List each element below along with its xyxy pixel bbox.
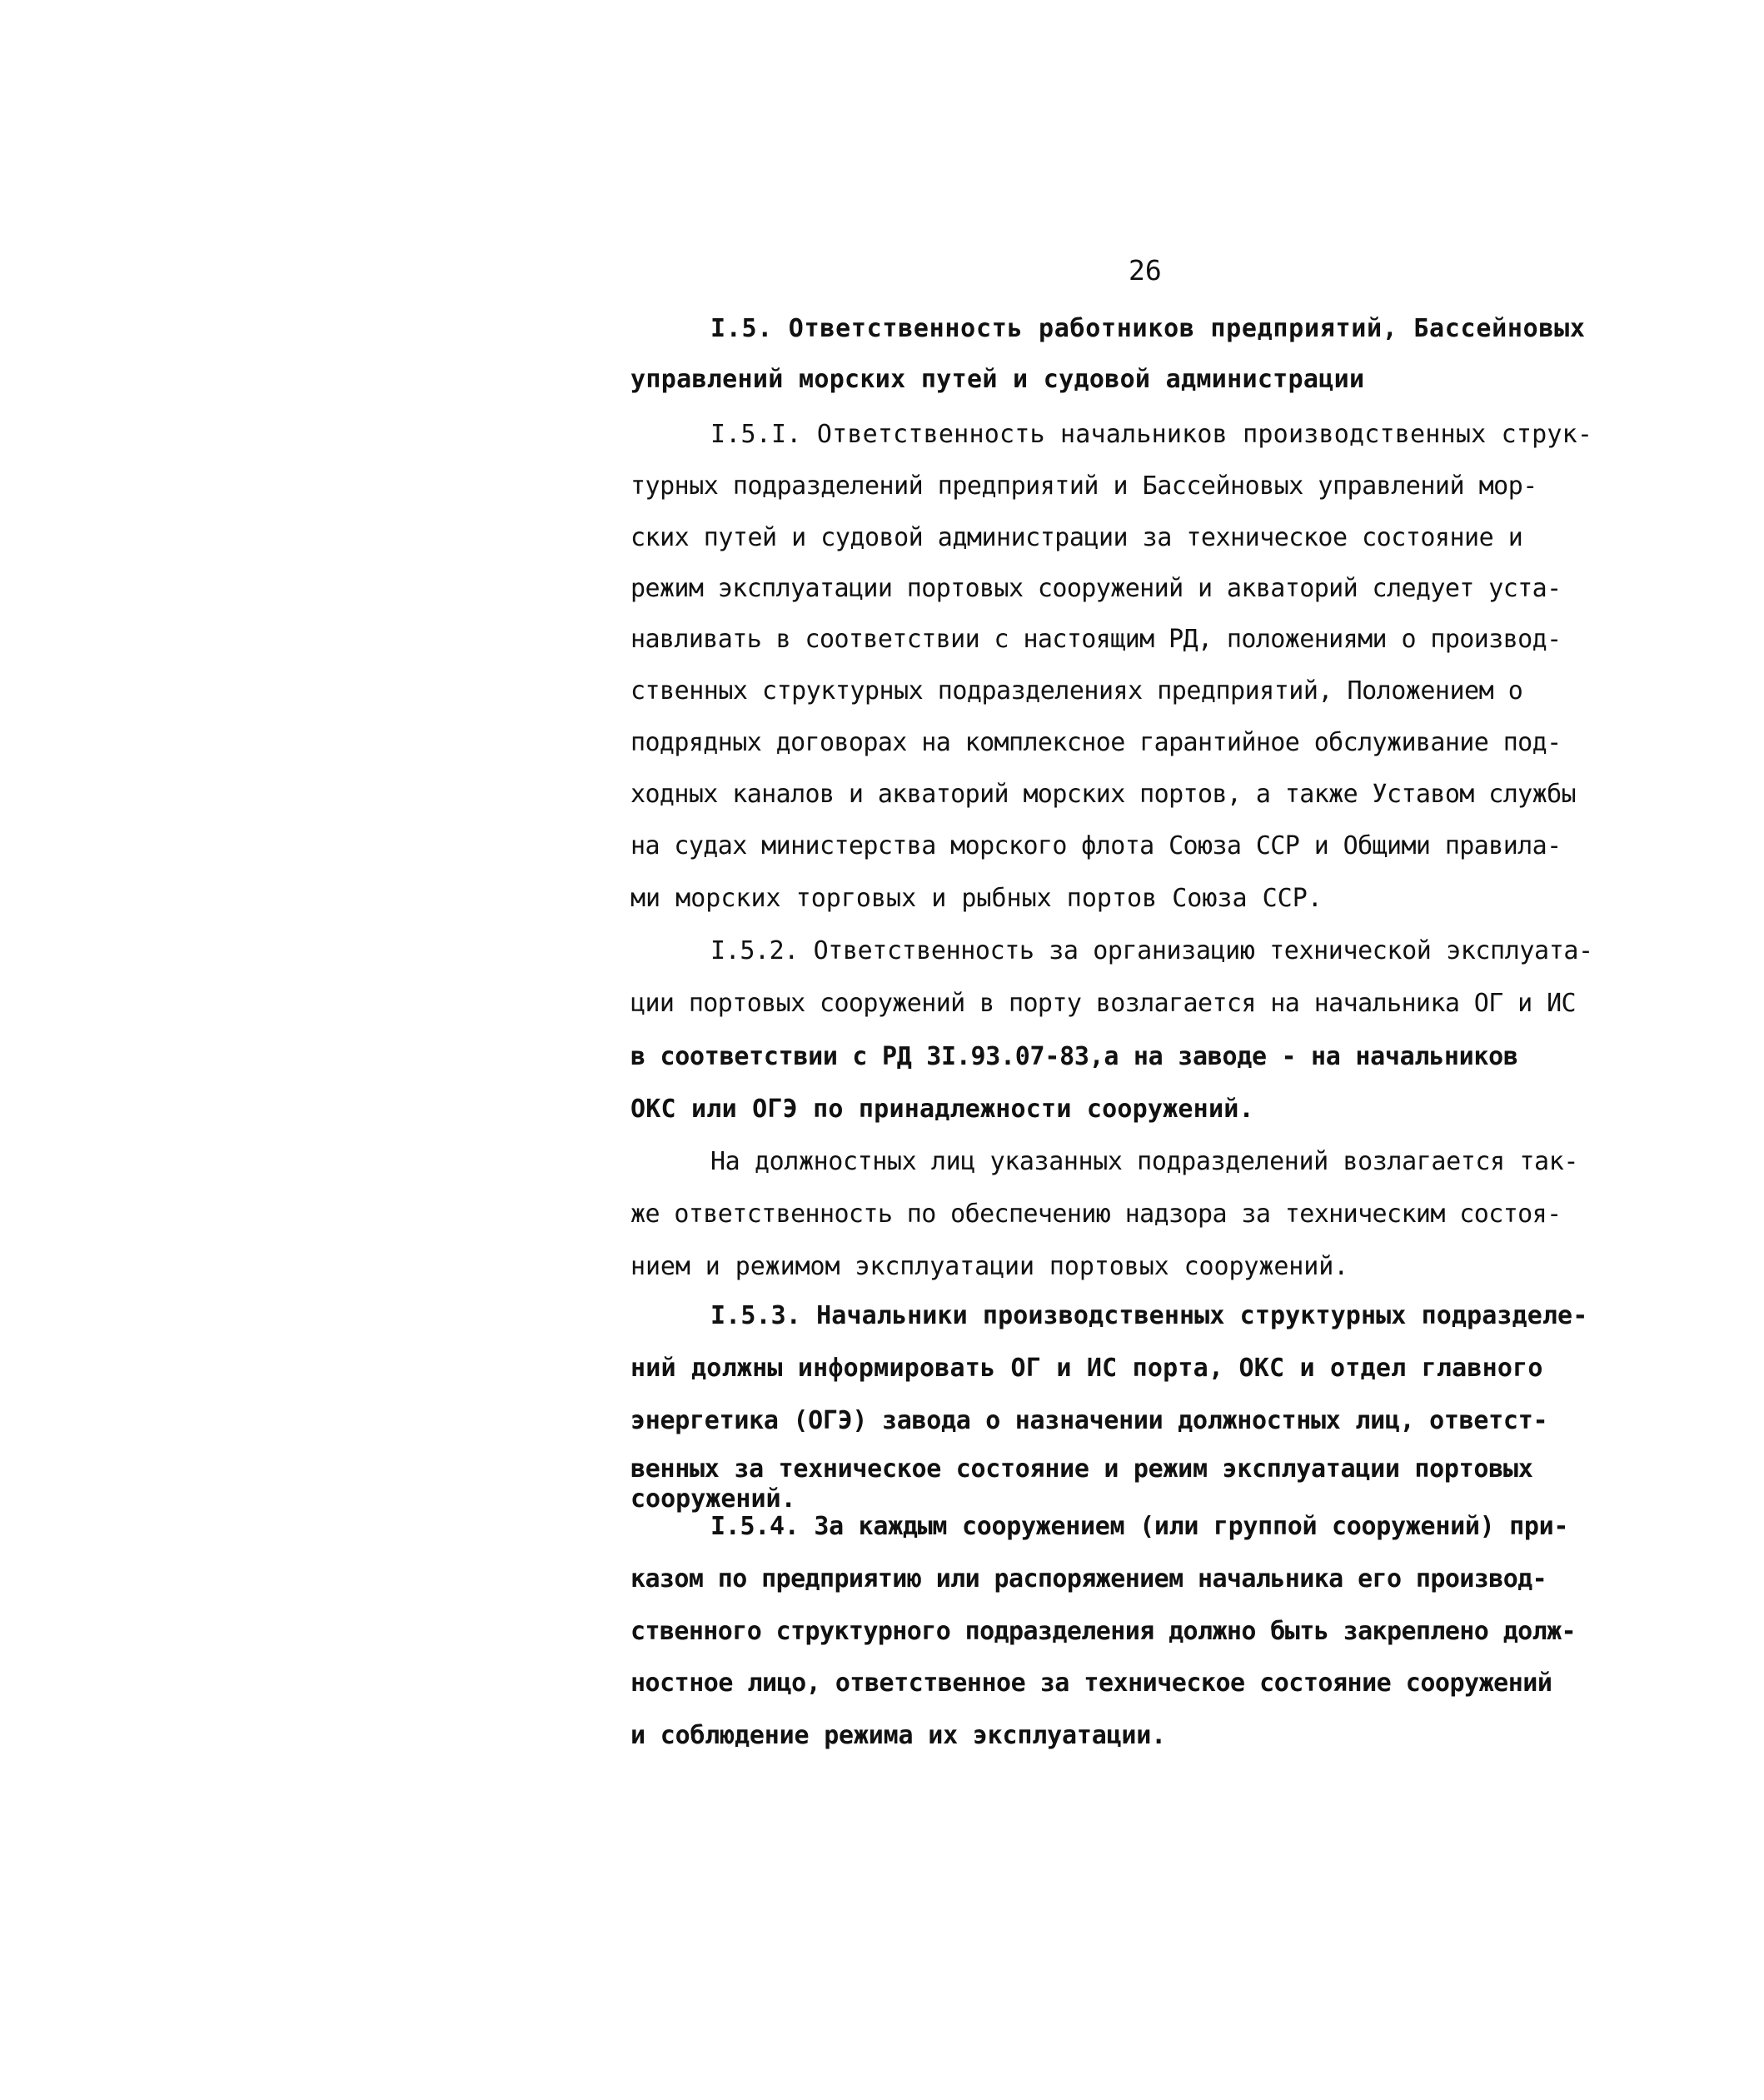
paragraph-1-5-3-line-4: венных за техническое состояние и режим эксплуатации портовых <box>630 1454 1533 1484</box>
paragraph-1-5-4-line-2: казом по предприятию или распоряжением начальника его производ- <box>630 1564 1547 1594</box>
paragraph-responsibility-line-2: же ответственность по обеспечению надзора за техническим состоя- <box>630 1200 1562 1229</box>
paragraph-1-5-2-line-2: ции портовых сооружений в порту возлагается на начальника ОГ и ИС <box>630 989 1576 1018</box>
paragraph-1-5-1-line-4: режим эксплуатации портовых сооружений и акваторий следует уста- <box>630 574 1562 603</box>
section-1-5-heading-line-1: I.5. Ответственность работников предприятий, Бассейновых <box>710 314 1586 343</box>
paragraph-1-5-1-line-2: турных подразделений предприятий и Бассейновых управлений мор- <box>630 471 1537 501</box>
paragraph-1-5-3-line-5: сооружений. <box>630 1484 796 1514</box>
paragraph-1-5-1-line-1: I.5.I. Ответственность начальников производственных струк- <box>710 420 1593 449</box>
paragraph-1-5-1-line-3: ских путей и судовой администрации за техническое состояние и <box>630 523 1523 552</box>
paragraph-1-5-3-line-2: ний должны информировать ОГ и ИС порта, ОКС и отдел главного <box>630 1354 1543 1383</box>
page-number: 26 <box>1129 254 1162 287</box>
paragraph-1-5-4-line-4: ностное лицо, ответственное за техническое состояние сооружений <box>630 1669 1552 1698</box>
paragraph-1-5-2-line-3: в соответствии с РД 3I.93.07-83,а на заводе - на начальников <box>630 1042 1518 1071</box>
paragraph-1-5-2-line-4: ОКС или ОГЭ по принадлежности сооружений. <box>630 1095 1254 1124</box>
paragraph-1-5-3-line-3: энергетика (ОГЭ) завода о назначении должностных лиц, ответст- <box>630 1406 1548 1435</box>
paragraph-1-5-1-line-8: ходных каналов и акваторий морских портов, а также Уставом службы <box>630 780 1576 809</box>
paragraph-responsibility-line-3: нием и режимом эксплуатации портовых сооружений. <box>630 1252 1349 1281</box>
paragraph-1-5-1-line-5: навливать в соответствии с настоящим РД, положениями о производ- <box>630 625 1562 654</box>
paragraph-1-5-1-line-6: ственных структурных подразделениях предприятий, Положением о <box>630 676 1523 706</box>
section-1-5-heading-line-2: управлений морских путей и судовой администрации <box>630 365 1365 394</box>
paragraph-1-5-1-line-10: ми морских торговых и рыбных портов Союза ССР. <box>630 884 1323 913</box>
paragraph-responsibility-line-1: На должностных лиц указанных подразделений возлагается так- <box>710 1147 1579 1176</box>
paragraph-1-5-4-line-1: I.5.4. За каждым сооружением (или группой сооружений) при- <box>710 1512 1569 1541</box>
paragraph-1-5-4-line-5: и соблюдение режима их эксплуатации. <box>630 1721 1167 1750</box>
paragraph-1-5-4-line-3: ственного структурного подразделения должно быть закреплено долж- <box>630 1617 1576 1646</box>
paragraph-1-5-1-line-9: на судах министерства морского флота Союза ССР и Общими правила- <box>630 831 1562 860</box>
paragraph-1-5-1-line-7: подрядных договорах на комплексное гарантийное обслуживание под- <box>630 728 1562 757</box>
paragraph-1-5-2-line-1: I.5.2. Ответственность за организацию технической эксплуата- <box>710 936 1593 965</box>
paragraph-1-5-3-line-1: I.5.3. Начальники производственных структурных подразделе- <box>710 1301 1588 1330</box>
